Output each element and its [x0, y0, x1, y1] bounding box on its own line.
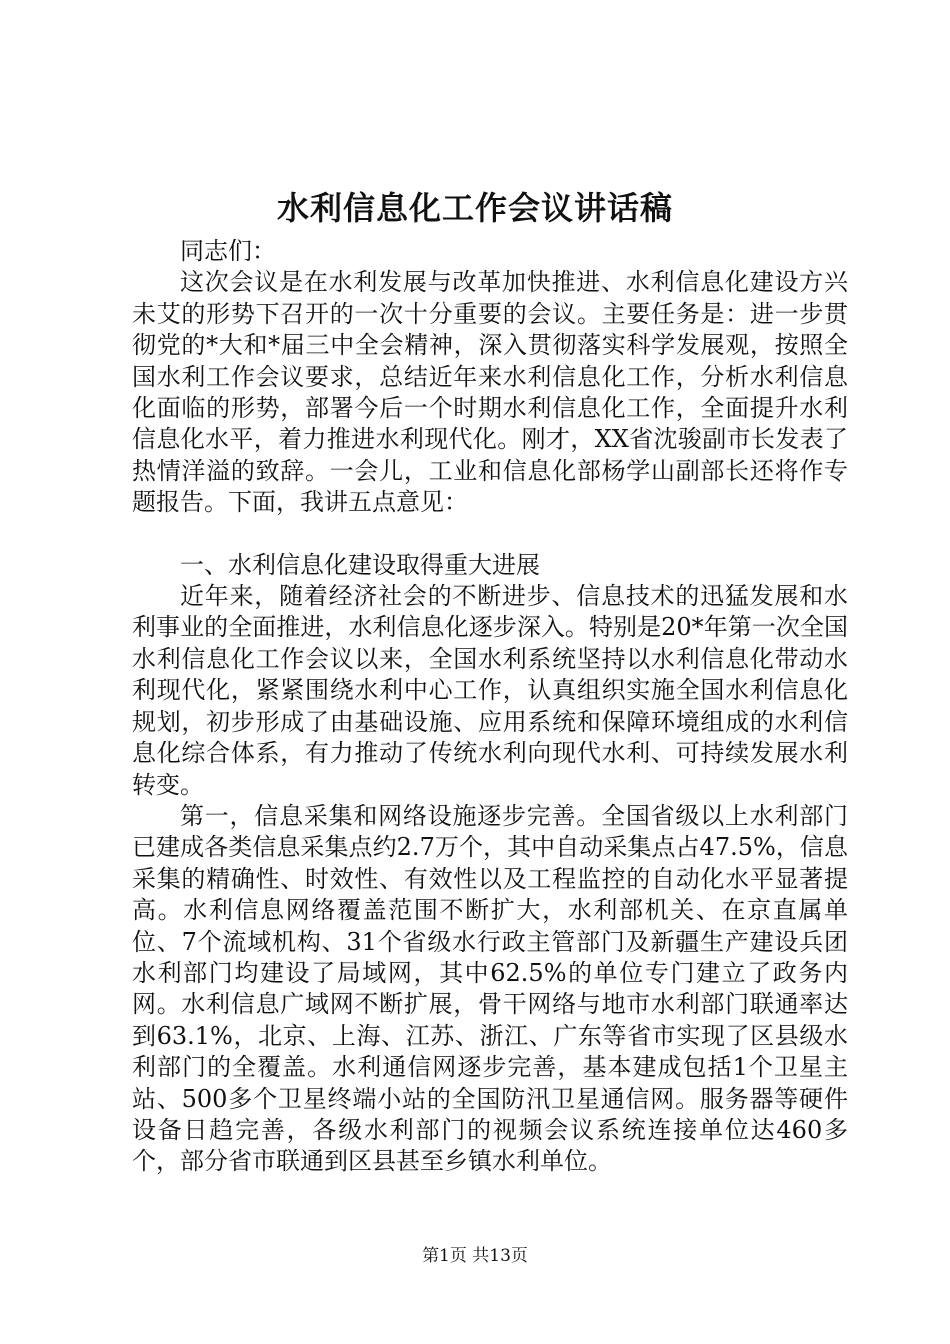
section-heading: 一、水利信息化建设取得重大进展	[180, 550, 540, 579]
document-title: 水利信息化工作会议讲话稿	[276, 189, 673, 227]
section-paragraph-1: 近年来，随着经济社会的不断进步、信息技术的迅猛发展和水利事业的全面推进，水利信息化逐步深入。特别是20*年第一次全国水利信息化工作会议以来，全国水利系统坚持以水利信息化带动水利现代化，紧紧围绕水利中心工作，认真组织实施全国水利信息化规划，初步形成了由基础设施、应用系统和保障环境组成的水利信息化综合体系，有力推动了传统水利向现代水利、可持续发展水利转变。	[132, 582, 848, 799]
section-paragraph-2: 第一，信息采集和网络设施逐步完善。全国省级以上水利部门已建成各类信息采集点约2.7万个，其中自动采集点占47.5%，信息采集的精确性、时效性、有效性以及工程监控的自动化水平显著提高。水利信息网络覆盖范围不断扩大，水利部机关、在京直属单位、7个流域机构、31个省级水行政主管部门及新疆生产建设兵团水利部门均建设了局域网，其中62.5%的单位专门建立了政务内网。水利信息广域网不断扩展，骨干网络与地市水利部门联通率达到63.1%，北京、上海、江苏、浙江、广东等省市实现了区县级水利部门的全覆盖。水利通信网逐步完善，基本建成包括1个卫星主站、500多个卫星终端小站的全国防汛卫星通信网。服务器等硬件设备日趋完善，各级水利部门的视频会议系统连接单位达460多个，部分省市联通到区县甚至乡镇水利单位。	[132, 801, 848, 1176]
document-body	[132, 236, 848, 1178]
intro-paragraph: 这次会议是在水利发展与改革加快推进、水利信息化建设方兴未艾的形势下召开的一次十分重要的会议。主要任务是：进一步贯彻党的*大和*届三中全会精神，深入贯彻落实科学发展观，按照全国水利工作会议要求，总结近年来水利信息化工作，分析水利信息化面临的形势，部署今后一个时期水利信息化工作，全面提升水利信息化水平，着力推进水利现代化。刚才，XX省沈骏副市长发表了热情洋溢的致辞。一会儿，工业和信息化部杨学山副部长还将作专题报告。下面，我讲五点意见：	[132, 268, 848, 517]
page-number-footer: 第1页 共13页	[422, 1246, 528, 1266]
salutation: 同志们：	[180, 237, 276, 265]
